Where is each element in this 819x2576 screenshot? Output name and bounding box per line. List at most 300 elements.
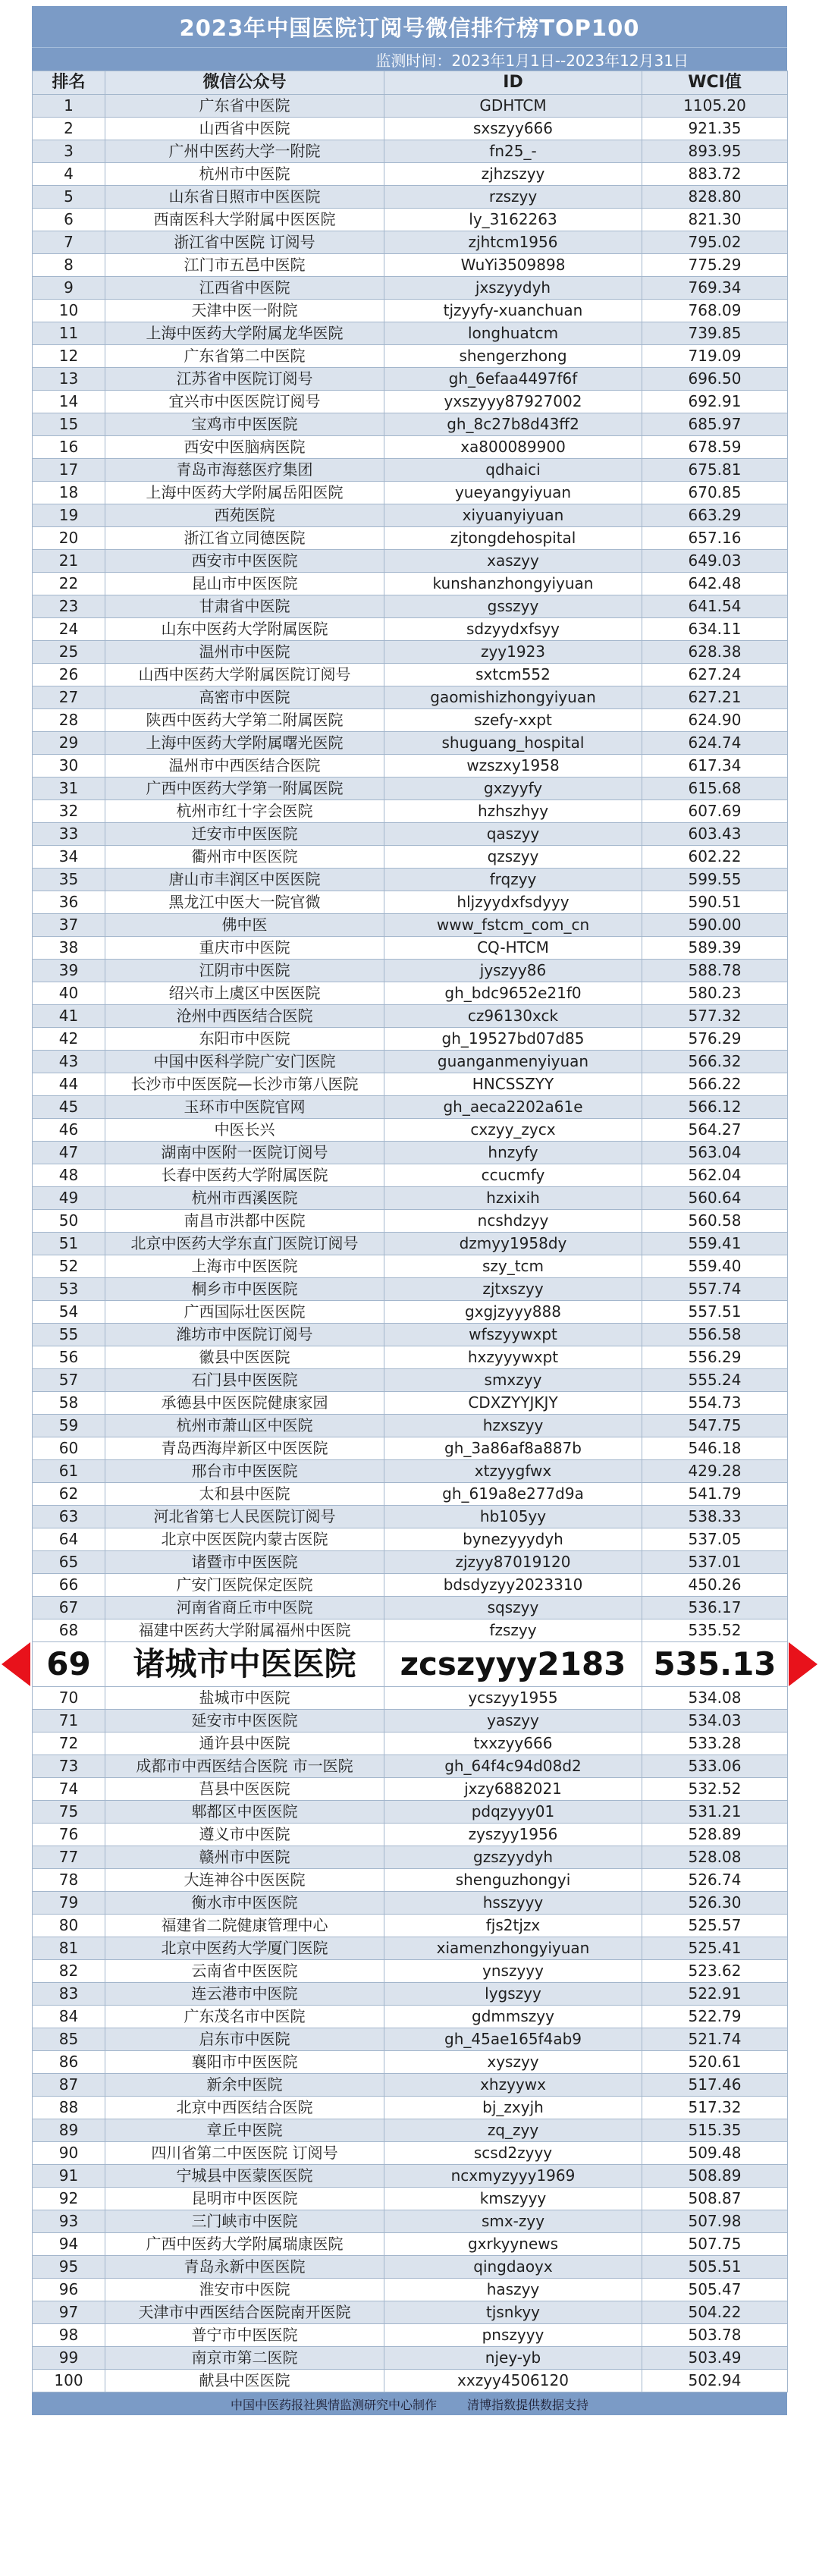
- cell-rank: 23: [33, 595, 105, 618]
- cell-rank: 70: [33, 1687, 105, 1710]
- table-row: [33, 391, 788, 413]
- cell-rank: 69: [33, 1642, 105, 1687]
- cell-rank: 84: [33, 2006, 105, 2028]
- cell-account-id: qingdaoyx: [384, 2256, 642, 2279]
- cell-account-id: gsszyy: [384, 595, 642, 618]
- cell-account-name: 黑龙江中医大一院官微: [105, 891, 384, 914]
- cell-account-id: hsszyyy: [384, 1892, 642, 1915]
- cell-wci: 537.05: [642, 1528, 788, 1551]
- cell-account-id: CDXZYYJKJY: [384, 1392, 642, 1415]
- cell-wci: 556.29: [642, 1346, 788, 1369]
- table-row: [33, 1869, 788, 1892]
- cell-account-id: guanganmenyiyuan: [384, 1051, 642, 1073]
- ranking-table: [32, 71, 788, 2392]
- cell-account-name: 西安市中医医院: [105, 550, 384, 573]
- cell-wci: 641.54: [642, 595, 788, 618]
- cell-account-name: 福建省二院健康管理中心: [105, 1915, 384, 1937]
- cell-account-name: 诸城市中医医院: [105, 1642, 384, 1687]
- cell-account-id: gxrkyynews: [384, 2233, 642, 2256]
- cell-account-id: gdmmszyy: [384, 2006, 642, 2028]
- cell-rank: 9: [33, 277, 105, 300]
- cell-rank: 42: [33, 1028, 105, 1051]
- cell-account-id: yxszyyy87927002: [384, 391, 642, 413]
- cell-wci: 505.47: [642, 2279, 788, 2301]
- cell-rank: 93: [33, 2210, 105, 2233]
- table-row: [33, 2347, 788, 2370]
- table-row: [33, 1687, 788, 1710]
- cell-rank: 68: [33, 1619, 105, 1642]
- cell-account-name: 淮安市中医院: [105, 2279, 384, 2301]
- cell-rank: 28: [33, 709, 105, 732]
- cell-account-id: gh_8c27b8d43ff2: [384, 413, 642, 436]
- cell-wci: 508.89: [642, 2165, 788, 2188]
- cell-wci: 670.85: [642, 482, 788, 504]
- cell-account-name: 迁安市中医医院: [105, 823, 384, 846]
- table-row: [33, 1801, 788, 1824]
- cell-wci: 520.61: [642, 2051, 788, 2074]
- table-row: [33, 1119, 788, 1142]
- cell-account-name: 上海中医药大学附属岳阳医院: [105, 482, 384, 504]
- cell-wci: 503.78: [642, 2324, 788, 2347]
- cell-rank: 91: [33, 2165, 105, 2188]
- table-row: [33, 368, 788, 391]
- cell-account-id: sxszyy666: [384, 118, 642, 140]
- cell-account-id: shuguang_hospital: [384, 732, 642, 755]
- cell-rank: 86: [33, 2051, 105, 2074]
- cell-rank: 49: [33, 1187, 105, 1210]
- cell-account-id: xxzyy4506120: [384, 2370, 642, 2392]
- cell-account-name: 衢州市中医医院: [105, 846, 384, 869]
- cell-wci: 795.02: [642, 231, 788, 254]
- cell-account-name: 新余中医院: [105, 2074, 384, 2097]
- header-account-name: 微信公众号: [105, 71, 384, 95]
- table-row: [33, 2051, 788, 2074]
- cell-rank: 27: [33, 686, 105, 709]
- table-row: [33, 2279, 788, 2301]
- cell-account-name: 山东省日照市中医医院: [105, 186, 384, 209]
- cell-account-name: 莒县中医医院: [105, 1778, 384, 1801]
- cell-rank: 87: [33, 2074, 105, 2097]
- table-row: [33, 1778, 788, 1801]
- cell-account-name: 浙江省中医院 订阅号: [105, 231, 384, 254]
- cell-account-id: zjhzszyy: [384, 163, 642, 186]
- cell-wci: 566.32: [642, 1051, 788, 1073]
- cell-wci: 525.41: [642, 1937, 788, 1960]
- table-row: [33, 2256, 788, 2279]
- table-row: [33, 1983, 788, 2006]
- cell-wci: 503.49: [642, 2347, 788, 2370]
- cell-account-name: 杭州市红十字会医院: [105, 800, 384, 823]
- ranking-board: [32, 6, 787, 2415]
- highlight-arrow-left-icon: [2, 1642, 30, 1686]
- cell-wci: 517.32: [642, 2097, 788, 2119]
- table-row: [33, 641, 788, 664]
- cell-account-id: njey-yb: [384, 2347, 642, 2370]
- table-row: [33, 1164, 788, 1187]
- table-row: [33, 982, 788, 1005]
- table-row: [33, 1551, 788, 1574]
- cell-rank: 99: [33, 2347, 105, 2370]
- cell-account-id: cz96130xck: [384, 1005, 642, 1028]
- cell-account-name: 西安中医脑病医院: [105, 436, 384, 459]
- cell-account-name: 唐山市丰润区中医医院: [105, 869, 384, 891]
- cell-account-name: 大连神谷中医医院: [105, 1869, 384, 1892]
- table-row: [33, 686, 788, 709]
- cell-rank: 60: [33, 1437, 105, 1460]
- cell-wci: 739.85: [642, 322, 788, 345]
- cell-wci: 525.57: [642, 1915, 788, 1937]
- cell-wci: 589.39: [642, 937, 788, 960]
- cell-account-id: ycszyy1955: [384, 1687, 642, 1710]
- cell-account-name: 宁城县中医蒙医医院: [105, 2165, 384, 2188]
- table-row: [33, 1483, 788, 1506]
- cell-rank: 6: [33, 209, 105, 231]
- cell-account-name: 襄阳市中医医院: [105, 2051, 384, 2074]
- cell-wci: 696.50: [642, 368, 788, 391]
- cell-account-id: gh_bdc9652e21f0: [384, 982, 642, 1005]
- table-row: [33, 869, 788, 891]
- cell-rank: 47: [33, 1142, 105, 1164]
- cell-rank: 88: [33, 2097, 105, 2119]
- cell-rank: 90: [33, 2142, 105, 2165]
- table-row: [33, 1597, 788, 1619]
- cell-account-id: gxgjzyyy888: [384, 1301, 642, 1324]
- cell-rank: 52: [33, 1255, 105, 1278]
- cell-wci: 893.95: [642, 140, 788, 163]
- cell-wci: 562.04: [642, 1164, 788, 1187]
- cell-rank: 77: [33, 1846, 105, 1869]
- table-row: [33, 436, 788, 459]
- table-row: [33, 277, 788, 300]
- page-title: 2023年中国医院订阅号微信排行榜TOP100: [32, 6, 787, 47]
- cell-account-id: bj_zxyjh: [384, 2097, 642, 2119]
- table-row: [33, 345, 788, 368]
- table-row: [33, 459, 788, 482]
- table-row: [33, 1824, 788, 1846]
- cell-wci: 522.79: [642, 2006, 788, 2028]
- cell-account-name: 绍兴市上虞区中医医院: [105, 982, 384, 1005]
- cell-wci: 536.17: [642, 1597, 788, 1619]
- cell-rank: 48: [33, 1164, 105, 1187]
- cell-account-name: 承德县中医医院健康家园: [105, 1392, 384, 1415]
- cell-account-name: 温州市中西医结合医院: [105, 755, 384, 778]
- cell-rank: 13: [33, 368, 105, 391]
- cell-account-name: 青岛西海岸新区中医医院: [105, 1437, 384, 1460]
- cell-account-id: tjzyyfy-xuanchuan: [384, 300, 642, 322]
- cell-rank: 25: [33, 641, 105, 664]
- cell-account-id: ynszyyy: [384, 1960, 642, 1983]
- cell-wci: 607.69: [642, 800, 788, 823]
- cell-account-name: 上海中医药大学附属曙光医院: [105, 732, 384, 755]
- cell-account-id: xtzyygfwx: [384, 1460, 642, 1483]
- table-row: [33, 1460, 788, 1483]
- cell-wci: 541.79: [642, 1483, 788, 1506]
- cell-account-id: sdzyydxfsyy: [384, 618, 642, 641]
- cell-rank: 26: [33, 664, 105, 686]
- table-row: [33, 1324, 788, 1346]
- cell-account-id: xa800089900: [384, 436, 642, 459]
- cell-account-id: shenguzhongyi: [384, 1869, 642, 1892]
- cell-account-id: zq_zyy: [384, 2119, 642, 2142]
- cell-account-id: xiamenzhongyiyuan: [384, 1937, 642, 1960]
- cell-account-name: 石门县中医医院: [105, 1369, 384, 1392]
- table-row: [33, 482, 788, 504]
- table-row: [33, 186, 788, 209]
- cell-rank: 50: [33, 1210, 105, 1233]
- cell-account-name: 高密市中医院: [105, 686, 384, 709]
- cell-wci: 429.28: [642, 1460, 788, 1483]
- cell-account-name: 山西中医药大学附属医院订阅号: [105, 664, 384, 686]
- cell-account-name: 上海市中医医院: [105, 1255, 384, 1278]
- cell-wci: 685.97: [642, 413, 788, 436]
- table-row: [33, 846, 788, 869]
- table-row: [33, 2233, 788, 2256]
- cell-account-id: gh_3a86af8a887b: [384, 1437, 642, 1460]
- cell-wci: 624.90: [642, 709, 788, 732]
- cell-account-name: 青岛市海慈医疗集团: [105, 459, 384, 482]
- cell-wci: 535.13: [642, 1642, 788, 1687]
- cell-rank: 58: [33, 1392, 105, 1415]
- cell-account-name: 三门峡市中医院: [105, 2210, 384, 2233]
- table-row: [33, 527, 788, 550]
- table-row: [33, 1278, 788, 1301]
- cell-account-id: rzszyy: [384, 186, 642, 209]
- cell-account-id: txxzyy666: [384, 1733, 642, 1755]
- cell-account-name: 江门市五邑中医院: [105, 254, 384, 277]
- cell-rank: 81: [33, 1937, 105, 1960]
- table-row: [33, 2210, 788, 2233]
- cell-account-name: 普宁市中医医院: [105, 2324, 384, 2347]
- cell-account-id: fjs2tjzx: [384, 1915, 642, 1937]
- cell-wci: 821.30: [642, 209, 788, 231]
- cell-wci: 526.74: [642, 1869, 788, 1892]
- cell-account-name: 河南省商丘市中医院: [105, 1597, 384, 1619]
- cell-rank: 19: [33, 504, 105, 527]
- cell-wci: 566.12: [642, 1096, 788, 1119]
- cell-account-id: smx-zyy: [384, 2210, 642, 2233]
- cell-wci: 532.52: [642, 1778, 788, 1801]
- table-row: [33, 573, 788, 595]
- cell-rank: 11: [33, 322, 105, 345]
- cell-account-name: 广西中医药大学第一附属医院: [105, 778, 384, 800]
- cell-rank: 41: [33, 1005, 105, 1028]
- cell-account-id: hzxszyy: [384, 1415, 642, 1437]
- cell-account-name: 盐城市中医院: [105, 1687, 384, 1710]
- cell-account-id: WuYi3509898: [384, 254, 642, 277]
- cell-account-id: qaszyy: [384, 823, 642, 846]
- cell-rank: 22: [33, 573, 105, 595]
- cell-wci: 599.55: [642, 869, 788, 891]
- cell-account-name: 青岛永新中医医院: [105, 2256, 384, 2279]
- cell-account-id: zjzyy87019120: [384, 1551, 642, 1574]
- cell-rank: 82: [33, 1960, 105, 1983]
- cell-account-id: sqszyy: [384, 1597, 642, 1619]
- cell-account-name: 山东中医药大学附属医院: [105, 618, 384, 641]
- cell-wci: 537.01: [642, 1551, 788, 1574]
- table-row: [33, 1301, 788, 1324]
- table-row: [33, 1051, 788, 1073]
- cell-rank: 10: [33, 300, 105, 322]
- cell-account-name: 广东茂名市中医院: [105, 2006, 384, 2028]
- table-row: [33, 2188, 788, 2210]
- table-row: [33, 300, 788, 322]
- table-row: [33, 413, 788, 436]
- table-row: [33, 1255, 788, 1278]
- footer: [32, 2392, 787, 2415]
- table-row: [33, 800, 788, 823]
- cell-account-name: 宝鸡市中医医院: [105, 413, 384, 436]
- cell-wci: 560.64: [642, 1187, 788, 1210]
- cell-account-id: gh_6efaa4497f6f: [384, 368, 642, 391]
- table-row: [33, 140, 788, 163]
- cell-rank: 33: [33, 823, 105, 846]
- table-row: [33, 1710, 788, 1733]
- cell-account-id: zcszyyy2183: [384, 1642, 642, 1687]
- cell-account-id: hzxixih: [384, 1187, 642, 1210]
- table-row: [33, 2165, 788, 2188]
- cell-wci: 921.35: [642, 118, 788, 140]
- cell-rank: 2: [33, 118, 105, 140]
- cell-account-name: 江苏省中医院订阅号: [105, 368, 384, 391]
- cell-account-name: 玉环市中医院官网: [105, 1096, 384, 1119]
- table-row: [33, 1142, 788, 1164]
- cell-account-name: 温州市中医院: [105, 641, 384, 664]
- cell-wci: 505.51: [642, 2256, 788, 2279]
- cell-wci: 546.18: [642, 1437, 788, 1460]
- cell-account-name: 广东省第二中医院: [105, 345, 384, 368]
- table-row: [33, 118, 788, 140]
- cell-account-id: shengerzhong: [384, 345, 642, 368]
- cell-account-name: 天津中医一附院: [105, 300, 384, 322]
- cell-rank: 39: [33, 960, 105, 982]
- cell-account-name: 江阴市中医院: [105, 960, 384, 982]
- cell-wci: 538.33: [642, 1506, 788, 1528]
- cell-rank: 3: [33, 140, 105, 163]
- table-row: [33, 618, 788, 641]
- cell-rank: 64: [33, 1528, 105, 1551]
- cell-account-name: 徽县中医医院: [105, 1346, 384, 1369]
- cell-wci: 534.08: [642, 1687, 788, 1710]
- cell-rank: 46: [33, 1119, 105, 1142]
- cell-wci: 883.72: [642, 163, 788, 186]
- cell-account-name: 江西省中医院: [105, 277, 384, 300]
- cell-account-id: tjsnkyy: [384, 2301, 642, 2324]
- cell-rank: 43: [33, 1051, 105, 1073]
- cell-wci: 590.51: [642, 891, 788, 914]
- table-row: [33, 1755, 788, 1778]
- cell-account-name: 东阳市中医院: [105, 1028, 384, 1051]
- cell-wci: 535.52: [642, 1619, 788, 1642]
- cell-rank: 71: [33, 1710, 105, 1733]
- cell-account-id: zjtxszyy: [384, 1278, 642, 1301]
- cell-account-name: 天津市中西医结合医院南开医院: [105, 2301, 384, 2324]
- table-row: [33, 1846, 788, 1869]
- cell-account-id: gh_619a8e277d9a: [384, 1483, 642, 1506]
- cell-account-id: haszyy: [384, 2279, 642, 2301]
- cell-account-name: 桐乡市中医医院: [105, 1278, 384, 1301]
- cell-rank: 85: [33, 2028, 105, 2051]
- table-row: [33, 2142, 788, 2165]
- cell-account-id: kmszyyy: [384, 2188, 642, 2210]
- cell-wci: 627.21: [642, 686, 788, 709]
- cell-account-name: 湖南中医附一医院订阅号: [105, 1142, 384, 1164]
- cell-rank: 97: [33, 2301, 105, 2324]
- cell-rank: 1: [33, 95, 105, 118]
- cell-rank: 53: [33, 1278, 105, 1301]
- cell-account-name: 连云港市中医院: [105, 1983, 384, 2006]
- cell-account-id: jxszyydyh: [384, 277, 642, 300]
- cell-wci: 557.74: [642, 1278, 788, 1301]
- cell-wci: 531.21: [642, 1801, 788, 1824]
- cell-account-name: 山西省中医院: [105, 118, 384, 140]
- table-row: [33, 2074, 788, 2097]
- cell-account-id: xhzyywx: [384, 2074, 642, 2097]
- cell-rank: 100: [33, 2370, 105, 2392]
- cell-rank: 16: [33, 436, 105, 459]
- cell-account-name: 成都市中西医结合医院 市一医院: [105, 1755, 384, 1778]
- cell-account-name: 广安门医院保定医院: [105, 1574, 384, 1597]
- cell-rank: 76: [33, 1824, 105, 1846]
- cell-account-name: 衡水市中医医院: [105, 1892, 384, 1915]
- cell-rank: 8: [33, 254, 105, 277]
- table-row: [33, 1187, 788, 1210]
- cell-rank: 59: [33, 1415, 105, 1437]
- cell-wci: 580.23: [642, 982, 788, 1005]
- cell-account-id: zyy1923: [384, 641, 642, 664]
- cell-account-id: frqzyy: [384, 869, 642, 891]
- cell-wci: 769.34: [642, 277, 788, 300]
- cell-wci: 627.24: [642, 664, 788, 686]
- cell-wci: 663.29: [642, 504, 788, 527]
- table-row: [33, 1392, 788, 1415]
- cell-wci: 521.74: [642, 2028, 788, 2051]
- cell-rank: 12: [33, 345, 105, 368]
- table-row: [33, 2370, 788, 2392]
- cell-account-id: zyszyy1956: [384, 1824, 642, 1846]
- cell-wci: 617.34: [642, 755, 788, 778]
- table-row: [33, 1892, 788, 1915]
- table-row: [33, 1346, 788, 1369]
- cell-account-name: 四川省第二中医医院 订阅号: [105, 2142, 384, 2165]
- table-row: [33, 664, 788, 686]
- cell-account-name: 杭州市中医院: [105, 163, 384, 186]
- cell-account-id: zjhtcm1956: [384, 231, 642, 254]
- cell-account-id: gh_aeca2202a61e: [384, 1096, 642, 1119]
- cell-account-name: 诸暨市中医医院: [105, 1551, 384, 1574]
- cell-rank: 89: [33, 2119, 105, 2142]
- cell-account-id: xyszyy: [384, 2051, 642, 2074]
- table-row: [33, 1960, 788, 1983]
- cell-account-name: 重庆市中医院: [105, 937, 384, 960]
- cell-rank: 20: [33, 527, 105, 550]
- table-row: [33, 2301, 788, 2324]
- table-row: [33, 254, 788, 277]
- cell-account-id: qdhaici: [384, 459, 642, 482]
- cell-account-id: ccucmfy: [384, 1164, 642, 1187]
- table-row: [33, 2324, 788, 2347]
- cell-account-name: 通许县中医院: [105, 1733, 384, 1755]
- cell-account-name: 北京中医药大学厦门医院: [105, 1937, 384, 1960]
- cell-account-id: dzmyy1958dy: [384, 1233, 642, 1255]
- cell-wci: 588.78: [642, 960, 788, 982]
- cell-rank: 29: [33, 732, 105, 755]
- cell-wci: 775.29: [642, 254, 788, 277]
- cell-account-id: gh_45ae165f4ab9: [384, 2028, 642, 2051]
- table-row: [33, 209, 788, 231]
- cell-wci: 507.75: [642, 2233, 788, 2256]
- cell-account-name: 赣州市中医院: [105, 1846, 384, 1869]
- cell-rank: 51: [33, 1233, 105, 1255]
